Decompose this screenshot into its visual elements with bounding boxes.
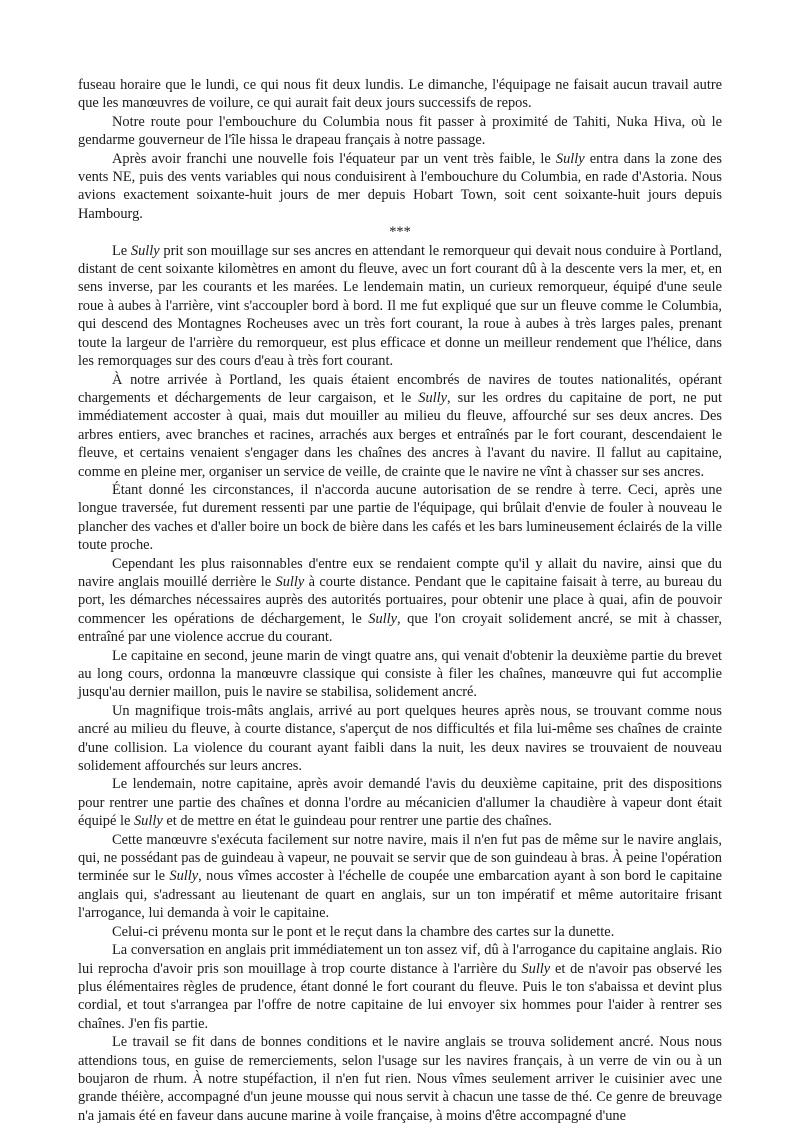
ship-name: Sully — [368, 610, 398, 627]
paragraph — [78, 923, 722, 941]
text-run: Un magnifique trois-mâts anglais, arrivé au port quelques heures après nous, se trouvant comme nous ancré au milieu du fleuve, à courte distance, s'aperçut de nos difficultés et fila lui-même ses chaînes de crainte d'une collision. La violence du courant ayant faibli dans la nuit, les deux navires se trouvaient de nouveau solidement affourchés sur leurs ancres. — [78, 702, 722, 775]
text-run: Notre route pour l'embouchure du Columbia nous fit passer à proximité de Tahiti, Nuka Hiva, où le gendarme gouverneur de l'île hissa le drapeau français à notre passage. — [78, 113, 722, 149]
ship-name: Sully — [555, 150, 585, 167]
text-run: et de mettre en état le guindeau pour rentrer une partie des chaînes. — [162, 813, 552, 830]
text-run: entra dans la zone des vents NE, puis des vents variables qui nous conduisirent à l'embouchure du Columbia, en rade d'Astoria. Nous avions exactement soixante-huit jours de mer depuis Hobart Town, soit cent soixante-huit jours depuis Hambourg. — [78, 150, 722, 222]
text-run: prit son mouillage sur ses ancres en attendant le remorqueur qui devait nous conduire à Portland, distant de cent soixante kilomètres en amont du fleuve, avec un fort courant dû à la descente vers la mer, et, en sens inverse, par les courants et les marées. Le lendemain matin, un curieux remorqueur, équipé d'une seule roue à aubes à l'arrière, vint s'accoupler bord à bord. Il me fut expliqué que sur un fleuve comme le Columbia, qui descend des Montagnes Rocheuses avec un très fort courant, la roue à aubes à très larges pales, prenant toute la largeur de l'arrière du remorqueur, est plus efficace et donne un meilleur rendement que l'hélice, dans les remorquages sur des cours d'eau à très fort courant. — [78, 242, 722, 370]
text-run: Le lendemain, notre capitaine, après avoir demandé l'avis du deuxième capitaine, prit des dispositions pour rentrer une partie des chaînes et donna l'ordre au mécanicien d'allumer la chaudière à vapeur dont était équipé le — [78, 776, 722, 830]
ship-name: Sully — [418, 389, 448, 406]
text-run: Cependant les plus raisonnables d'entre eux se rendaient compte qu'il y allait du navire, ainsi que du navire anglais mouillé derrière le — [78, 555, 722, 590]
section-separator — [78, 223, 722, 241]
paragraph — [78, 1033, 722, 1125]
text-run: Le — [112, 242, 131, 259]
paragraph — [78, 941, 722, 1033]
paragraph — [78, 702, 722, 776]
ship-name: Sully — [275, 573, 305, 590]
paragraph — [78, 150, 722, 224]
ship-name: Sully — [130, 242, 160, 259]
text-run: *** — [389, 224, 411, 241]
paragraph — [78, 371, 722, 481]
text-run: à courte distance. Pendant que le capitaine faisait à terre, au bureau du port, les démarches nécessaires auprès des autorités portuaires, pour obtenir une place à quai, afin de pouvoir commencer les opérations de déchargement, le — [78, 573, 722, 627]
document-body — [78, 76, 722, 1125]
ship-name: Sully — [133, 813, 163, 830]
ship-name: Sully — [169, 868, 199, 885]
text-run: Après avoir franchi une nouvelle fois l'équateur par un vent très faible, le — [112, 150, 556, 167]
text-run: , nous vîmes accoster à l'échelle de coupée une embarcation ayant à son bord le capitaine anglais qui, s'adressant au lieutenant de quart en anglais, sur un ton impératif et même autoritaire frisant l'arrogance, lui demanda à voir le capitaine. — [78, 868, 722, 922]
text-run: Étant donné les circonstances, il n'accorda aucune autorisation de se rendre à terre. Ceci, après une longue traversée, fut durement ressenti par une partie de l'équipage, qui brûlait d'envie de fouler à nouveau le plancher des vaches et d'aller boire un bock de bière dans les cafés et les bars lumineusement éclairés de la ville toute proche. — [78, 481, 722, 554]
paragraph — [78, 775, 722, 830]
text-run: Cette manœuvre s'exécuta facilement sur notre navire, mais il n'en fut pas de même sur le navire anglais, qui, ne possédant pas de guindeau à vapeur, ne pouvait se servir que de son guindeau à bras. À peine l'opération terminée sur le — [78, 831, 722, 885]
text-run: À notre arrivée à Portland, les quais étaient encombrés de navires de toutes nationalités, opérant chargements et déchargements de leur cargaison, et le — [78, 371, 722, 406]
paragraph — [78, 481, 722, 555]
text-run: Le travail se fit dans de bonnes conditions et le navire anglais se trouva solidement ancré. Nous nous attendions tous, en guise de remerciements, selon l'usage sur les navires français, à un verre de vin ou à un boujaron de rhum. À notre stupéfaction, il n'en fut rien. Nous vîmes seulement arriver le cuisinier avec une grande théière, accompagné d'un jeune mousse qui nous servit à chacun une tasse de thé. Ce genre de breuvage n'a jamais été en faveur dans aucune marine à voile française, à moins d'être accompagné d'une — [78, 1034, 722, 1124]
text-run: et de n'avoir pas observé les plus élémentaires règles de prudence, étant donné le fort courant du fleuve. Puis le ton s'abaissa et devint plus cordial, et tout s'arrangea par l'offre de notre capitaine de lui envoyer six hommes pour l'aider à rentrer ses chaînes. J'en fis partie. — [78, 960, 722, 1032]
paragraph — [78, 555, 722, 647]
ship-name: Sully — [521, 960, 551, 977]
text-run: Le capitaine en second, jeune marin de vingt quatre ans, qui venait d'obtenir la deuxième partie du brevet au long cours, ordonna la manœuvre classique qui consiste à filer les chaînes, manœuvre qui fut accomplie jusqu'au dernier maillon, puis le navire se stabilisa, solidement ancré. — [78, 647, 722, 701]
text-run: fuseau horaire que le lundi, ce qui nous fit deux lundis. Le dimanche, l'équipage ne faisait aucun travail autre que les manœuvres de voilure, ce qui aurait fait deux jours successifs de repos. — [78, 77, 722, 112]
paragraph — [78, 831, 722, 923]
paragraph — [78, 76, 722, 113]
text-run: Celui-ci prévenu monta sur le pont et le reçut dans la chambre des cartes sur la dunette. — [112, 923, 615, 940]
paragraph — [78, 647, 722, 702]
text-run: , que l'on croyait solidement ancré, se mit à chasser, entraîné par une violence accrue du courant. — [78, 610, 722, 646]
text-run: La conversation en anglais prit immédiatement un ton assez vif, dû à l'arrogance du capitaine anglais. Rio lui reprocha d'avoir pris son mouillage à trop courte distance à l'arrière du — [78, 942, 722, 977]
paragraph — [78, 113, 722, 150]
text-run: , sur les ordres du capitaine de port, ne put immédiatement accoster à quai, mais dut mouiller au milieu du fleuve, affourché sur ses deux ancres. Des arbres entiers, avec branches et racines, arrachés aux berges et entraînés par le fort courant, descendaient le fleuve, et certains venaient s'engager dans les chaînes des ancres à l'avant du navire. Il fallut au capitaine, comme en pleine mer, organiser un service de veille, de crainte que le navire ne vînt à chasser sur ses ancres. — [78, 389, 722, 480]
paragraph — [78, 242, 722, 371]
